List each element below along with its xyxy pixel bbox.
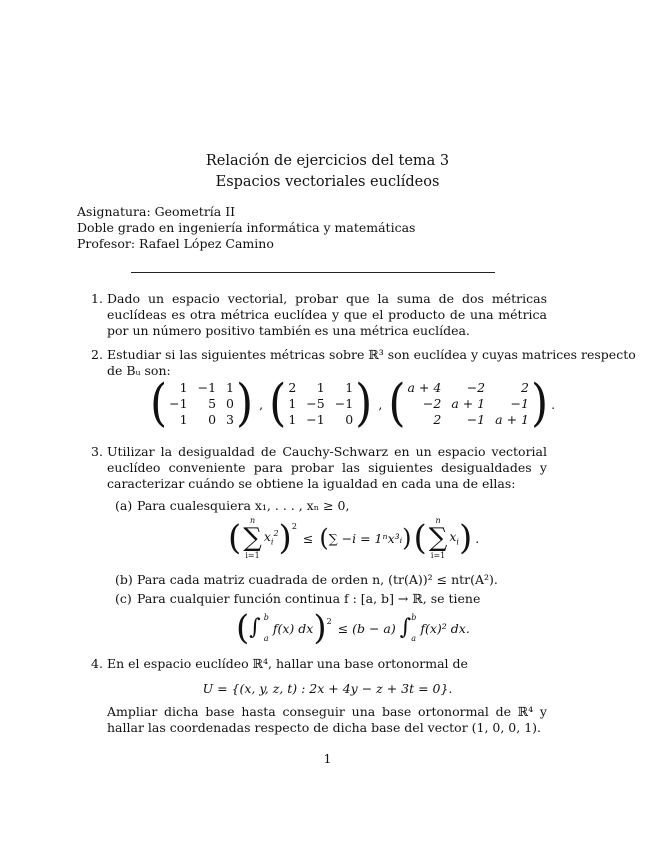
inequality-a: ( n ∑ i=1 $x_i^2$ ) 2 ≤ ( ∑ −i = 1ⁿx³ᵢ ) ( n ∑ i=1 $x_i$ ) . xyxy=(228,516,480,560)
left-paren: ( xyxy=(413,518,427,558)
matrix-cell: −1 xyxy=(306,412,325,427)
inequality-c: ( ∫ b a f(x) dx ) 2 ≤ (b − a) ∫ b a f(x)² dx. xyxy=(236,608,470,648)
matrix-cell: a + 1 xyxy=(495,412,529,427)
exercise-2-number: 2. xyxy=(91,347,103,362)
leq-sign: ≤ xyxy=(302,530,314,546)
matrix-cell: −1 xyxy=(334,396,354,411)
matrix-cell: 1 xyxy=(226,380,234,395)
left-paren: ( xyxy=(236,608,250,648)
part-b-label: (b) xyxy=(115,572,133,587)
part-b-text: Para cada matriz cuadrada de orden n, (tr(A))² ≤ ntr(A²). xyxy=(137,572,498,587)
end-period: . xyxy=(551,396,556,412)
left-paren: ( xyxy=(269,374,287,433)
matrix-cell: 0 xyxy=(345,412,354,427)
divider xyxy=(131,272,495,273)
inner-sum: ∑ −i = 1ⁿx³ᵢ xyxy=(328,530,403,546)
part-a-label: (a) xyxy=(115,498,133,513)
right-paren: ) xyxy=(236,374,254,433)
right-paren: ) xyxy=(530,374,549,433)
left-paren: ( xyxy=(150,374,168,433)
matrix-cell: 2 xyxy=(521,380,529,395)
document-subtitle: Espacios vectoriales euclídeos xyxy=(215,174,440,190)
matrix-cell: 1 xyxy=(345,380,354,395)
matrix-cell: 1 xyxy=(288,396,297,411)
matrix-cell: −1 xyxy=(197,380,217,395)
matrix-cell: −1 xyxy=(466,412,486,427)
page-number: 1 xyxy=(323,751,332,766)
exercise-3-number: 3. xyxy=(91,444,103,459)
integrand-left: f(x) dx xyxy=(272,620,314,636)
matrix-cell: −1 xyxy=(169,396,188,411)
separator: , xyxy=(259,396,264,412)
matrix-1-grid xyxy=(167,380,236,428)
part-a-text: Para cualesquiera x₁, . . . , xₙ ≥ 0, xyxy=(137,498,350,513)
matrix-cell: 2 xyxy=(433,412,442,427)
right-paren: ) xyxy=(458,518,473,558)
exercise-2-line1: Estudiar si las siguientes métricas sobre ℝ³ son euclídea y cuyas matrices respecto xyxy=(107,347,636,362)
matrix-cell: 1 xyxy=(288,412,297,427)
rhs-factor: ≤ (b − a) xyxy=(337,620,396,636)
matrix-cell: 3 xyxy=(226,412,234,427)
matrix-cell: 0 xyxy=(226,396,234,411)
sum-symbol: n ∑ i=1 xyxy=(428,516,448,560)
exercise-4-line1: En el espacio euclídeo ℝ⁴, hallar una base ortonormal de xyxy=(107,656,468,671)
matrix-cell: 5 xyxy=(208,396,217,411)
integral-symbol: ∫ xyxy=(249,615,261,640)
matrix-cell: 1 xyxy=(179,380,188,395)
integral-symbol: ∫ xyxy=(399,615,412,640)
sum-symbol: n ∑ i=1 xyxy=(243,516,262,560)
matrix-cell: −5 xyxy=(306,396,325,411)
matrix-cell: 2 xyxy=(288,380,297,395)
exercise-3-text: Utilizar la desigualdad de Cauchy-Schwarz en un espacio vectorial euclídeo conveniente para probar las siguientes desigualdades y caracterizar cuándo se obtiene la igualdad en cada una de ellas: xyxy=(107,444,547,491)
part-c-text: Para cualquier función continua f : [a, b] → ℝ, se tiene xyxy=(137,591,481,606)
matrix-3-grid xyxy=(405,380,530,428)
matrix-cell: a + 4 xyxy=(407,380,442,395)
exercise-4-text2: Ampliar dicha base hasta conseguir una base ortonormal de ℝ⁴ y hallar las coordenadas respecto de dicha base del vector (1, 0, 0, 1). xyxy=(107,704,547,735)
matrix-cell: −2 xyxy=(466,380,486,395)
right-paren: ) xyxy=(355,374,373,433)
professor-line: Profesor: Rafael López Camino xyxy=(77,236,274,251)
exercise-1-number: 1. xyxy=(91,291,103,306)
document-title: Relación de ejercicios del tema 3 xyxy=(205,153,450,169)
right-paren: ) xyxy=(278,518,292,558)
subject-line: Asignatura: Geometría II xyxy=(77,204,236,219)
exercise-4-number: 4. xyxy=(91,656,103,671)
right-paren: ) xyxy=(402,524,412,552)
left-paren: ( xyxy=(228,518,242,558)
subspace-equation: U = {(x, y, z, t) : 2x + 4y − z + 3t = 0}. xyxy=(202,681,453,696)
matrix-cell: a + 1 xyxy=(451,396,486,411)
exercise-1-text: Dado un espacio vectorial, probar que la suma de dos métricas euclídeas es otra métrica euclídea y que el producto de una métrica por un número positivo también es una métrica euclídea. xyxy=(107,291,547,338)
part-c-label: (c) xyxy=(115,591,132,606)
matrix-1 xyxy=(150,374,556,433)
left-paren: ( xyxy=(388,374,406,433)
matrix-2-grid xyxy=(286,380,355,428)
separator: , xyxy=(378,396,383,412)
exercise-2-line2: de Bᵤ son: xyxy=(107,363,171,378)
integrand-right: f(x)² dx. xyxy=(420,620,470,636)
degree-line: Doble grado en ingeniería informática y matemáticas xyxy=(77,220,416,235)
matrix-cell: 0 xyxy=(208,412,217,427)
left-paren: ( xyxy=(319,524,329,552)
matrix-cell: 1 xyxy=(316,380,325,395)
matrix-cell: −2 xyxy=(422,396,442,411)
matrix-cell: 1 xyxy=(179,412,188,427)
right-paren: ) xyxy=(313,608,327,648)
matrix-cell: −1 xyxy=(510,396,529,411)
